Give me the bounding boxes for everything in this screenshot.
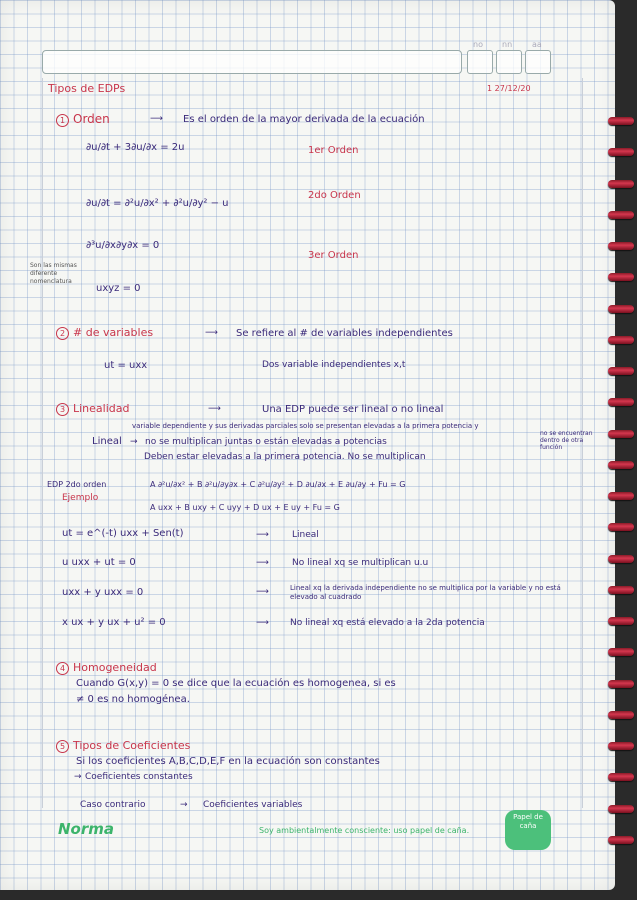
section-1-heading bbox=[56, 112, 110, 127]
header-num: nn bbox=[502, 40, 513, 49]
section-text: Coeficientes constantes bbox=[85, 772, 193, 782]
spiral-ring bbox=[608, 805, 634, 813]
linear-label: Lineal bbox=[92, 436, 122, 447]
spiral-ring bbox=[608, 648, 634, 656]
side-note: Son las mismas diferente nomenclatura bbox=[30, 262, 77, 285]
example-label: Ejemplo bbox=[62, 493, 99, 503]
footer-slogan: Soy ambientalmente consciente: uso papel de caña. bbox=[259, 826, 470, 835]
equation: ∂³u/∂x∂y∂x = 0 bbox=[86, 240, 160, 251]
arrow-icon: ⟶ bbox=[150, 114, 163, 124]
spiral-ring bbox=[608, 586, 634, 594]
arrow-icon: ⟶ bbox=[256, 587, 269, 597]
section-text: variable dependiente y sus derivadas parciales solo se presentan elevadas a la primera potencia y bbox=[132, 422, 479, 430]
section-3-heading bbox=[56, 402, 129, 416]
section-label: Homogeneidad bbox=[73, 661, 157, 674]
spiral-ring bbox=[608, 305, 634, 313]
margin-line bbox=[42, 78, 43, 808]
example-result: Lineal xq la derivada independiente no se multiplica por la variable y no está elevado al cuadrado bbox=[290, 584, 561, 601]
arrow-icon: ⟶ bbox=[205, 328, 218, 338]
arrow-icon: → bbox=[74, 772, 82, 782]
equation: ∂u/∂t + 3∂u/∂x = 2u bbox=[86, 142, 185, 153]
section-number: 4 bbox=[56, 662, 69, 675]
spiral-ring bbox=[608, 211, 634, 219]
spiral-ring bbox=[608, 773, 634, 781]
spiral-ring bbox=[608, 555, 634, 563]
header-num: aa bbox=[532, 40, 542, 49]
order-label: 2do Orden bbox=[308, 190, 361, 201]
spiral-ring bbox=[608, 398, 634, 406]
spiral-ring bbox=[608, 461, 634, 469]
spiral-ring bbox=[608, 836, 634, 844]
section-desc: Una EDP puede ser lineal o no lineal bbox=[262, 404, 444, 415]
page-title: Tipos de EDPs bbox=[48, 82, 126, 95]
spiral-ring bbox=[608, 336, 634, 344]
spiral-ring bbox=[608, 742, 634, 750]
arrow-icon: ⟶ bbox=[256, 530, 269, 540]
section-5-heading bbox=[56, 739, 190, 753]
section-note: no se encuentran dentro de otra función bbox=[540, 430, 593, 451]
section-text: Caso contrario bbox=[80, 800, 146, 810]
section-number: 2 bbox=[56, 327, 69, 340]
arrow-icon: ⟶ bbox=[208, 404, 221, 414]
section-text: Si los coeficientes A,B,C,D,E,F en la ecuación son constantes bbox=[76, 756, 380, 767]
page-date: 1 27/12/20 bbox=[487, 84, 531, 93]
section-text: no se multiplican juntas o están elevadas a potencias bbox=[145, 437, 387, 447]
spiral-ring bbox=[608, 680, 634, 688]
spiral-ring bbox=[608, 148, 634, 156]
section-desc: Se refiere al # de variables independientes bbox=[236, 328, 453, 339]
general-label: EDP 2do orden bbox=[47, 480, 107, 489]
section-text: Cuando G(x,y) = 0 se dice que la ecuación es homogenea, si es bbox=[76, 678, 396, 689]
spiral-ring bbox=[608, 492, 634, 500]
example-result: No lineal xq está elevado a la 2da potencia bbox=[290, 618, 485, 628]
arrow-icon: ⟶ bbox=[256, 558, 269, 568]
equation: uxx + y uxx = 0 bbox=[62, 587, 144, 598]
section-number: 5 bbox=[56, 740, 69, 753]
equation: uxyz = 0 bbox=[96, 283, 141, 294]
paper-badge: Papel de caña bbox=[505, 810, 551, 850]
arrow-icon: ⟶ bbox=[256, 618, 269, 628]
section-number: 3 bbox=[56, 403, 69, 416]
section-2-heading bbox=[56, 326, 153, 340]
spiral-ring bbox=[608, 242, 634, 250]
example-result: No lineal xq se multiplican u.u bbox=[292, 558, 429, 568]
section-text: ≠ 0 es no homogénea. bbox=[76, 694, 190, 705]
section-label: Orden bbox=[73, 112, 110, 126]
header-num: no bbox=[473, 40, 483, 49]
section-number: 1 bbox=[56, 114, 69, 127]
order-label: 1er Orden bbox=[308, 145, 359, 156]
section-label: Tipos de Coeficientes bbox=[73, 739, 191, 752]
equation: ut = uxx bbox=[104, 360, 148, 371]
spiral-ring bbox=[608, 523, 634, 531]
header-box bbox=[42, 50, 462, 74]
spiral-ring bbox=[608, 617, 634, 625]
brand-logo: Norma bbox=[58, 820, 115, 838]
section-text: Coeficientes variables bbox=[203, 800, 303, 810]
equation: x ux + y ux + u² = 0 bbox=[62, 617, 166, 628]
section-text: Deben estar elevadas a la primera potencia. No se multiplican bbox=[144, 452, 426, 462]
equation: ut = e^(-t) uxx + Sen(t) bbox=[62, 528, 184, 539]
section-label: Linealidad bbox=[73, 402, 130, 415]
section-note: Dos variable independientes x,t bbox=[262, 360, 406, 370]
order-label: 3er Orden bbox=[308, 250, 359, 261]
header-box-small bbox=[525, 50, 551, 74]
section-desc: Es el orden de la mayor derivada de la ecuación bbox=[183, 114, 425, 125]
arrow-icon: → bbox=[180, 800, 188, 810]
equation: u uxx + ut = 0 bbox=[62, 557, 136, 568]
section-label: # de variables bbox=[73, 326, 154, 339]
spiral-ring bbox=[608, 180, 634, 188]
spiral-ring bbox=[608, 117, 634, 125]
spiral-ring bbox=[608, 430, 634, 438]
spiral-ring bbox=[608, 273, 634, 281]
equation: A uxx + B uxy + C uyy + D ux + E uy + Fu = G bbox=[150, 503, 340, 512]
header-box-small bbox=[496, 50, 522, 74]
arrow-icon: → bbox=[130, 437, 138, 447]
spiral-ring bbox=[608, 367, 634, 375]
equation: ∂u/∂t = ∂²u/∂x² + ∂²u/∂y² − u bbox=[86, 198, 229, 209]
equation: A ∂²u/∂x² + B ∂²u/∂y∂x + C ∂²u/∂y² + D ∂u/∂x + E ∂u/∂y + Fu = G bbox=[150, 480, 406, 489]
section-4-heading bbox=[56, 661, 157, 675]
example-result: Lineal bbox=[292, 530, 319, 540]
header-box-small bbox=[467, 50, 493, 74]
spiral-ring bbox=[608, 711, 634, 719]
